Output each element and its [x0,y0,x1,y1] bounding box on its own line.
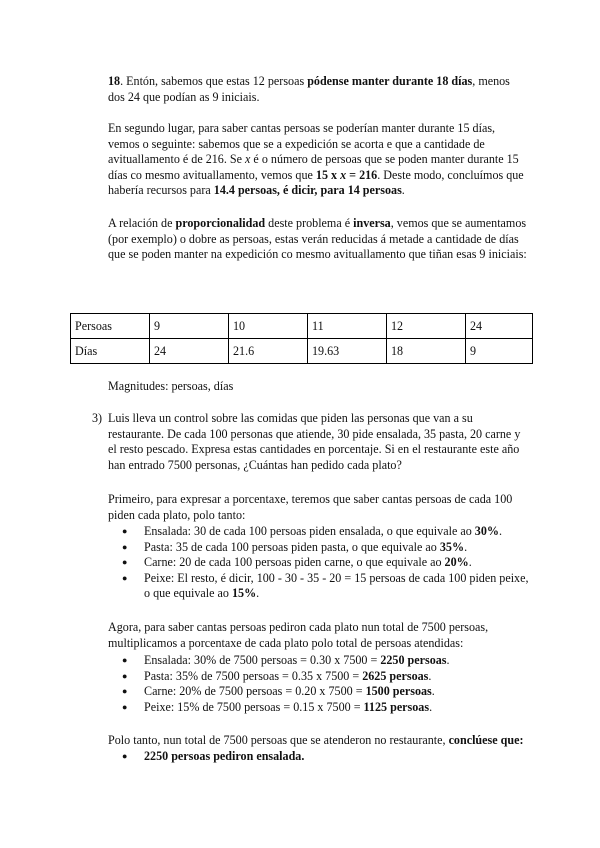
list-item: ● Ensalada: 30% de 7500 persoas = 0.30 x 7500 = 2250 persoas. [116,653,536,669]
table-row [71,314,533,339]
table-cell: 19.63 [308,339,387,364]
table-cell: Persoas [71,314,150,339]
list-item: ● Peixe: 15% de 7500 persoas = 0.15 x 7500 = 1125 persoas. [116,700,536,716]
intro-total: Agora, para saber cantas persoas pediron cada plato nun total de 7500 persoas, multiplicamos a porcentaxe de cada plato polo total de persoas atendidas: [108,620,489,650]
table-cell: Días [71,339,150,364]
list-item: ● Carne: 20 de cada 100 persoas piden carne, o que equivale ao 20%. [116,555,536,571]
table-cell: 24 [150,339,229,364]
question-3-text: Luis lleva un control sobre las comidas que piden las personas que van a su restaurante. De cada 100 personas que atiende, 30 pide ensalada, 35 pasta, 20 carne y el resto pescado. Expresa estas cantidades en porcentaje. Si en el restaurante este año han entrado 7500 personas, ¿Cuántas han pedido cada plato? [108,411,521,472]
conclusion-text: Polo tanto, nun total de 7500 persoas que se atenderon no restaurante, conclúese que: [108,733,524,747]
paragraph-2: En segundo lugar, para saber cantas persoas se poderían manter durante 15 días, vemos o seguinte: sabemos que se a expedición se acorta e que a cantidade de avituallamento é de 216. Se x é o número de persoas que se poden manter durante 15 días co mesmo avituallamento, vemos que 15 x x = 216. Deste modo, concluímos que habería recursos para 14.4 persoas, é dicir, para 14 persoas. [108,121,524,197]
table-cell: 9 [150,314,229,339]
question-number: 3) [92,411,103,425]
table-cell: 12 [387,314,466,339]
total-list [116,653,536,715]
list-item: ● Pasta: 35 de cada 100 persoas piden pasta, o que equivale ao 35%. [116,540,536,556]
table-row [71,339,533,364]
list-item: ● Ensalada: 30 de cada 100 persoas piden ensalada, o que equivale ao 30%. [116,524,536,540]
magnitudes-text: Magnitudes: persoas, días [108,379,234,393]
conclusion-list [116,749,536,765]
list-item: ● Peixe: El resto, é dicir, 100 - 30 - 35 - 20 = 15 persoas de cada 100 piden peixe, o que equivale ao 15%. [116,571,536,602]
table-cell: 9 [466,339,533,364]
paragraph-1: 18. Entón, sabemos que estas 12 persoas pódense manter durante 18 días, menos dos 24 que podían as 9 iniciais. [108,74,510,104]
table-cell: 21.6 [229,339,308,364]
intro-percentage: Primeiro, para expresar a porcentaxe, teremos que saber cantas persoas de cada 100 piden cada plato, polo tanto: [108,492,513,522]
paragraph-3: A relación de proporcionalidad deste problema é inversa, vemos que se aumentamos (por exemplo) o dobre as persoas, estas verán reducidas á metade a cantidade de días que se poden manter na expedición co mesmo avituallamento que tiñan esas 9 iniciais: [108,216,527,261]
table-cell: 18 [387,339,466,364]
list-item: ● 2250 persoas pediron ensalada. [116,749,536,765]
list-item: ● Carne: 20% de 7500 persoas = 0.20 x 7500 = 1500 persoas. [116,684,536,700]
table-cell: 11 [308,314,387,339]
list-item: ● Pasta: 35% de 7500 persoas = 0.35 x 7500 = 2625 persoas. [116,669,536,685]
table-cell: 24 [466,314,533,339]
table-cell: 10 [229,314,308,339]
percentage-list [116,524,536,602]
data-table [70,313,533,364]
